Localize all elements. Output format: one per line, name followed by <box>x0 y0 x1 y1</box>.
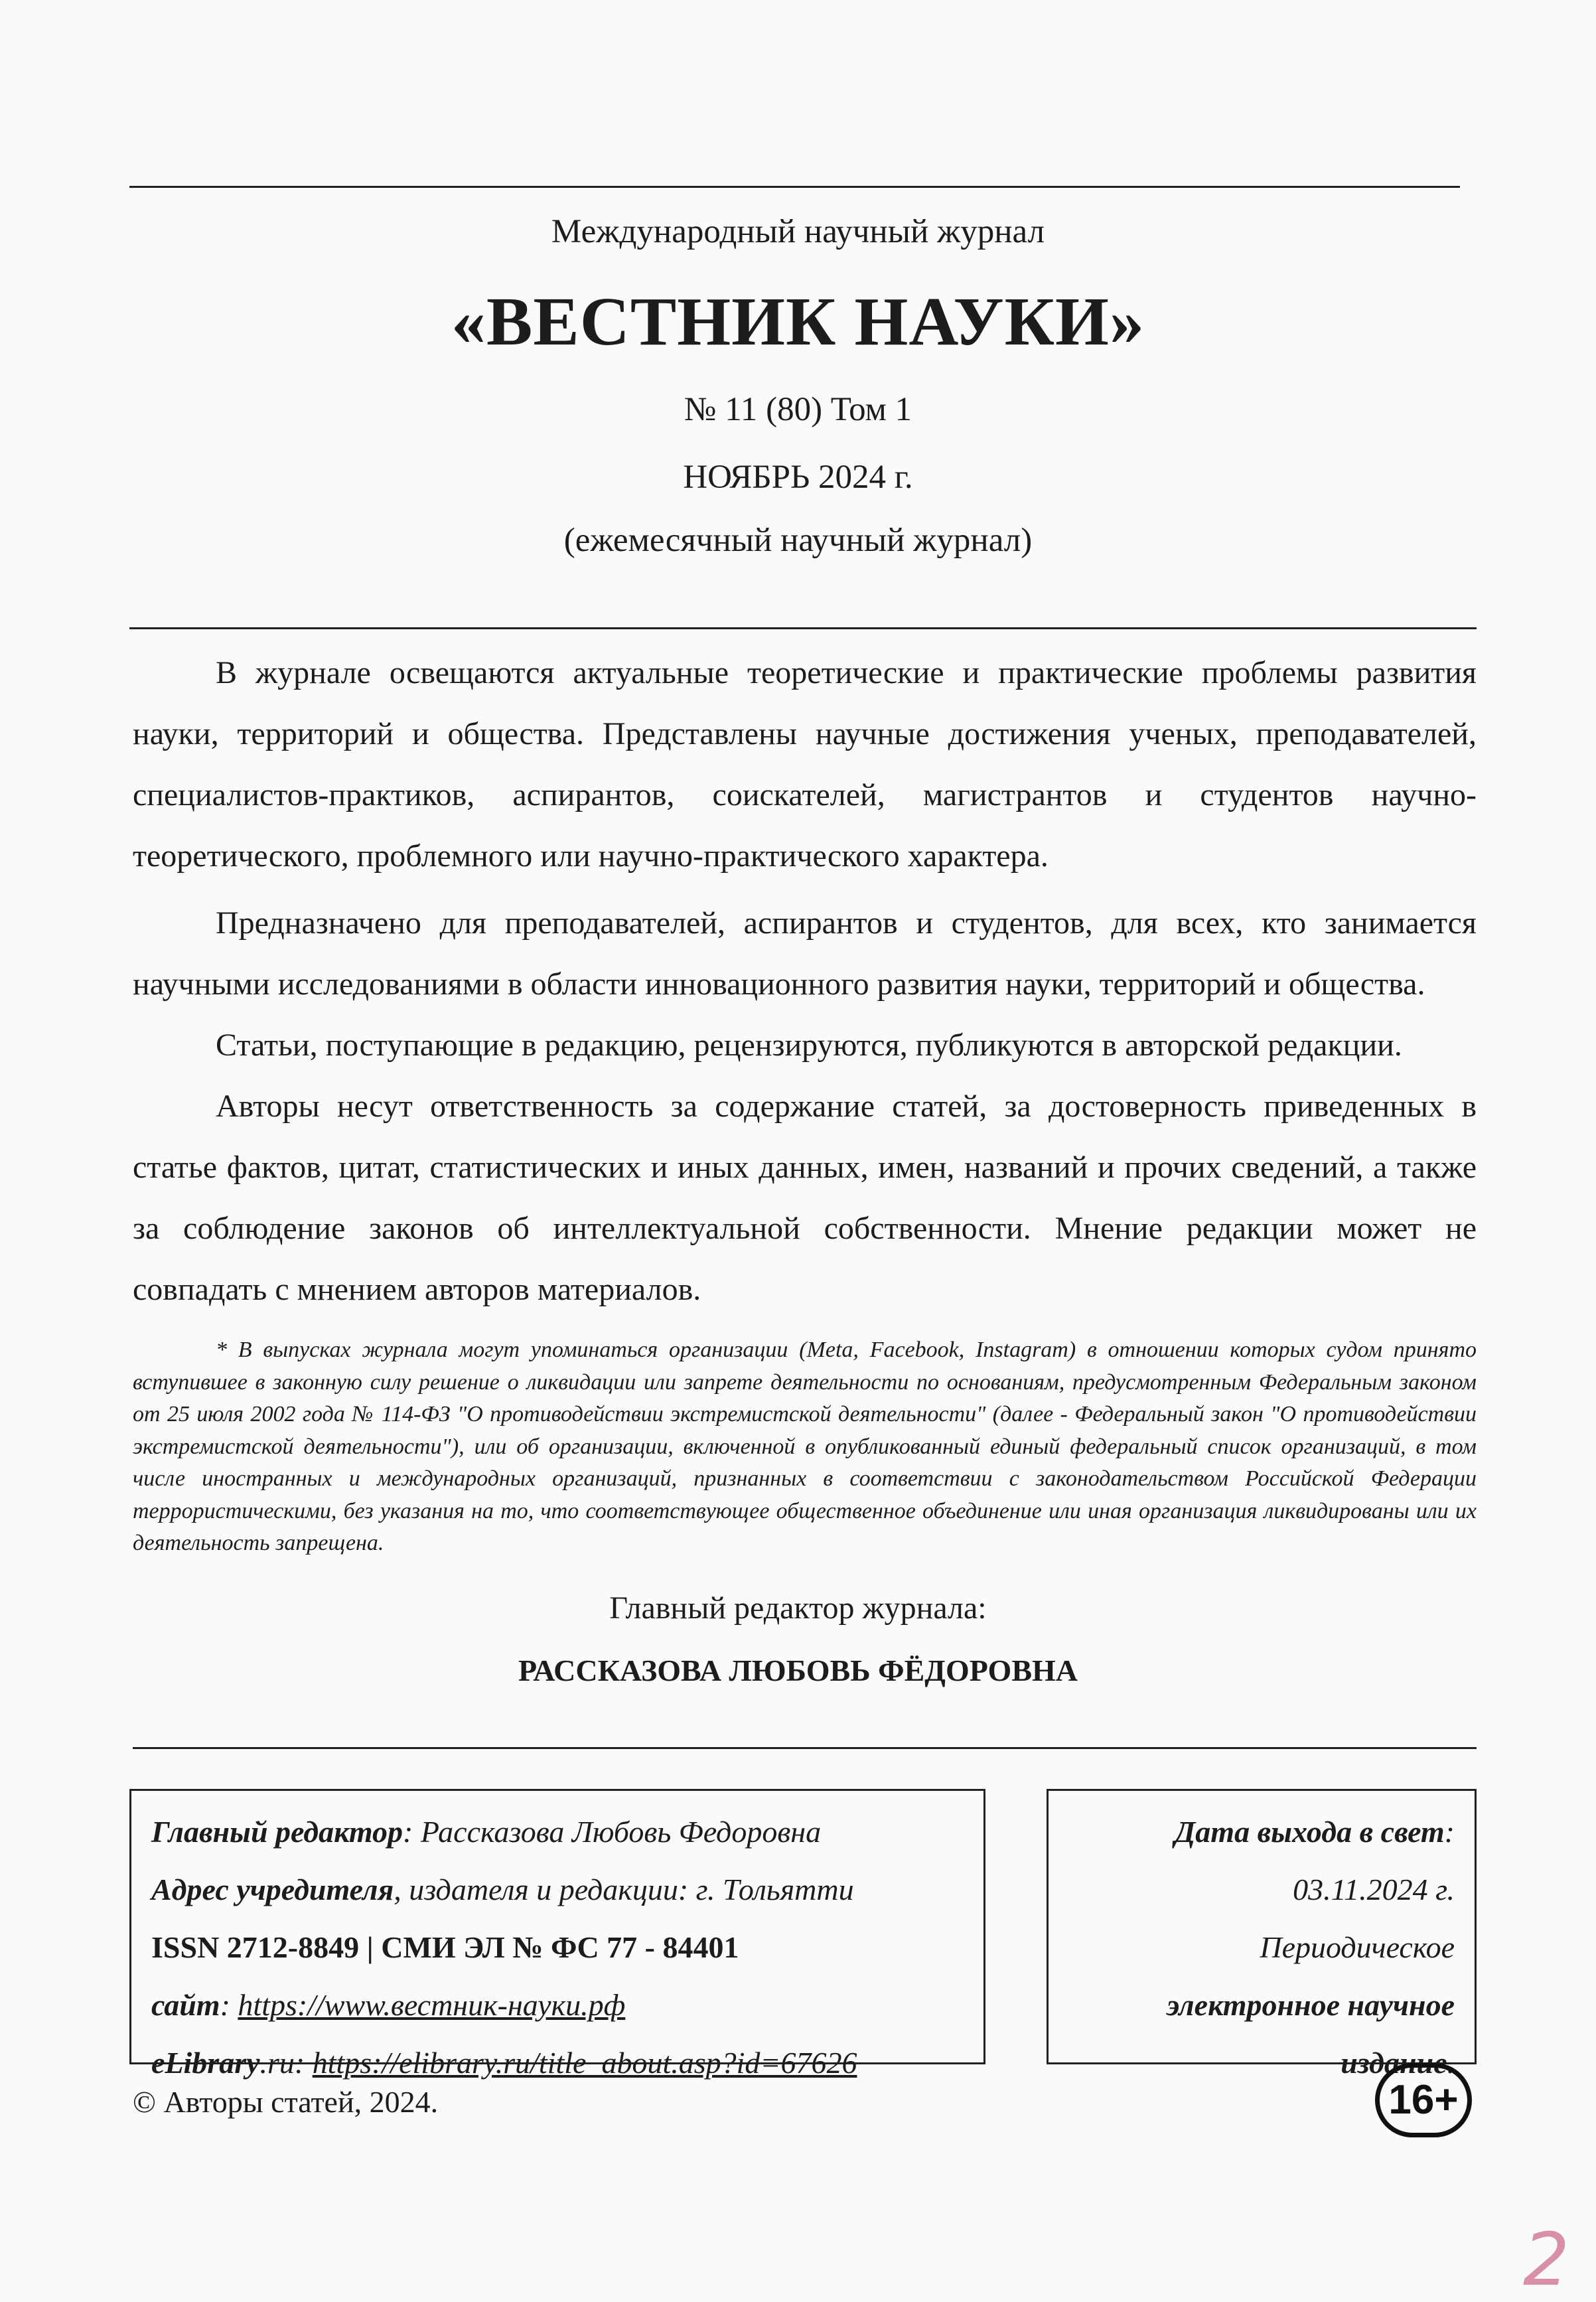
release-label-line <box>1062 1803 1455 1861</box>
release-date: 03.11.2024 г. <box>1293 1873 1455 1906</box>
elibrary-line <box>151 2034 964 2092</box>
site-link[interactable]: https://www.вестник-науки.рф <box>238 1988 626 2022</box>
periodicity: (ежемесячный научный журнал) <box>563 522 1033 559</box>
site-label: сайт <box>151 1988 220 2022</box>
issn-line: ISSN 2712-8849 | СМИ ЭЛ № ФС 77 - 84401 <box>151 1930 739 1964</box>
edition-word: издание <box>1341 2046 1447 2080</box>
release-label: Дата выхода в свет <box>1174 1815 1445 1849</box>
publisher-info-box <box>129 1789 985 2080</box>
editor-label: Главный редактор <box>151 1815 403 1849</box>
release-colon: : <box>1444 1815 1455 1849</box>
elibrary-domain: .ru: <box>259 2046 313 2080</box>
site-separator: : <box>220 1988 238 2022</box>
top-rule <box>129 186 1460 188</box>
address-label: Адрес учредителя <box>151 1873 394 1906</box>
legal-footnote <box>133 1334 1477 1560</box>
periodical-label: Периодическое <box>1260 1930 1455 1964</box>
address-value: , издателя и редакции: г. Тольятти <box>394 1873 854 1906</box>
description-paragraph: Предназначено для преподавателей, аспирантов и студентов, для всех, кто занимается научными исследованиями в области инновационного развития науки, территорий и общества. <box>133 905 1477 1002</box>
release-info-box <box>1047 1789 1477 2080</box>
elibrary-link[interactable]: https://elibrary.ru/title_about.asp?id=67626 <box>312 2046 857 2080</box>
chief-editor-name: РАССКАЗОВА ЛЮБОВЬ ФЁДОРОВНА <box>518 1653 1078 1687</box>
site-line <box>151 1976 964 2034</box>
edition-dot: . <box>1447 2046 1455 2080</box>
elibrary-label: eLibrary <box>151 2046 260 2080</box>
description-text <box>133 643 1477 887</box>
editor-line <box>151 1803 964 1861</box>
footnote-text: * В выпусках журнала могут упоминаться организации (Meta, Facebook, Instagram) в отношении которых судом принято вступившее в законную силу решение о ликвидации или запрете деятельности по основаниям, предусмотренным Федеральным законом от 25 июля 2002 года № 114-ФЗ "О противодействии экстремистской деятельности" (далее - Федеральный закон "О противодействии экстремистской деятельности"), или об организации, включенной в опубликованный единый федеральный список организаций, в том числе иностранных и международных организаций, признанных в соответствии с законодательством Российской Федерации террористическими, без указания на то, что соответствующее общественное объединение или иная организация ликвидированы или их деятельность запрещена. <box>133 1338 1477 1555</box>
journal-title: «ВЕСТНИК НАУКИ» <box>451 283 1145 360</box>
issue-number: № 11 (80) Том 1 <box>684 391 912 428</box>
description-paragraph: В журнале освещаются актуальные теоретические и практические проблемы развития науки, территорий и общества. Представлены научные достижения ученых, преподавателей, специалистов-практиков, аспирантов, соискателей, магистрантов и студентов научно-теоретического, проблемного или научно-практического характера. <box>133 655 1477 874</box>
copyright-notice: © Авторы статей, 2024. <box>133 2085 439 2119</box>
description-paragraph: Авторы несут ответственность за содержание статей, за достоверность приведенных в статье фактов, цитат, статистических и иных данных, имен, названий и прочих сведений, а также за соблюдение законов об интеллектуальной собственности. Мнение редакции может не совпадать с мнением авторов материалов. <box>133 1089 1477 1307</box>
address-line <box>151 1861 964 1918</box>
chief-editor-caption: Главный редактор журнала: <box>609 1590 987 1626</box>
description-paragraph: Статьи, поступающие в редакцию, рецензируются, публикуются в авторской редакции. <box>216 1028 1402 1063</box>
handwritten-page-number: 2 <box>1523 2217 1569 2302</box>
editor-bottom-rule <box>133 1747 1477 1749</box>
header-bottom-rule <box>129 627 1477 629</box>
journal-subtitle: Международный научный журнал <box>551 213 1045 250</box>
description-text <box>133 893 1477 1320</box>
edition-type: электронное научное <box>1167 1988 1455 2022</box>
issue-month: НОЯБРЬ 2024 г. <box>683 459 913 496</box>
editor-value: : Рассказова Любовь Федоровна <box>403 1815 822 1849</box>
age-rating-badge: 16+ <box>1375 2063 1472 2137</box>
